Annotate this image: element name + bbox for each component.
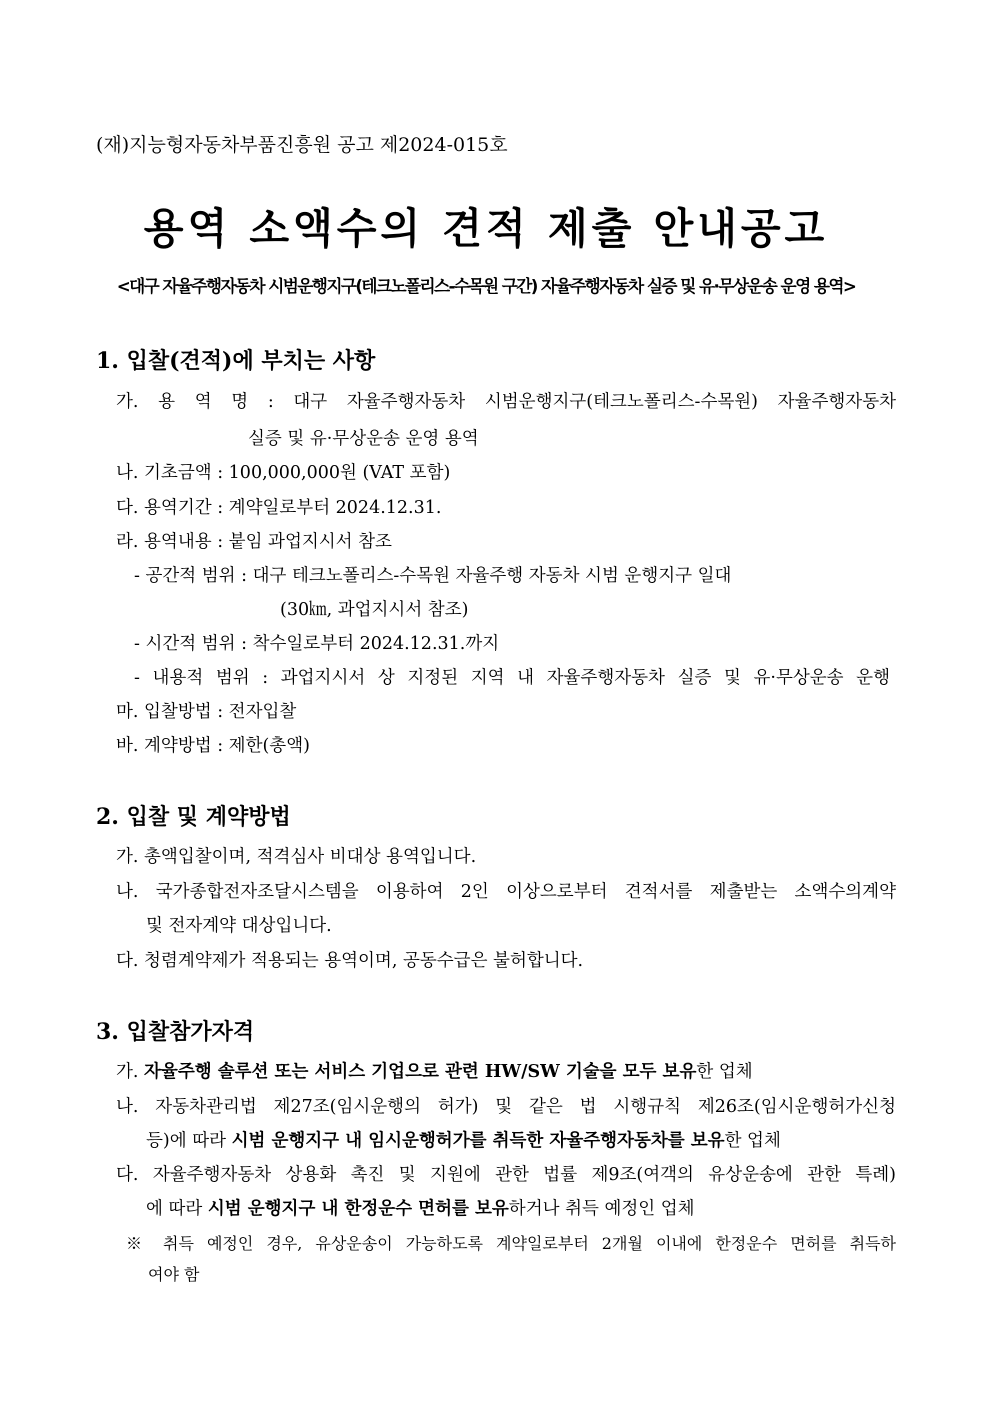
section-3-item-c-line1: 다. 자율주행자동차 상용화 촉진 및 지원에 관한 법률 제9조(여객의 유상운송에 관한 특례) xyxy=(116,1165,896,1185)
section-3-heading: 3. 입찰참가자격 xyxy=(96,1019,255,1045)
section-3-item-c-line2: 에 따라 시범 운행지구 내 한정운수 면허를 보유하거나 취득 예정인 업체 xyxy=(146,1199,695,1219)
note-line1: ※ 취득 예정인 경우, 유상운송이 가능하도록 계약일로부터 2개월 이내에 한정운수 면허를 취득하 xyxy=(126,1234,896,1253)
section-2-item-b-line1: 나. 국가종합전자조달시스템을 이용하여 2인 이상으로부터 견적서를 제출받는 소액수의계약 xyxy=(116,882,896,902)
section-2-item-b-line2: 및 전자계약 대상입니다. xyxy=(146,916,332,936)
contract-method: 바. 계약방법 : 제한(총액) xyxy=(116,736,310,756)
temporal-scope: - 시간적 범위 : 착수일로부터 2024.12.31.까지 xyxy=(134,634,500,654)
spatial-scope-line2: (30㎞, 과업지시서 참조) xyxy=(280,600,469,620)
section-3-item-a: 가. 자율주행 솔루션 또는 서비스 기업으로 관련 HW/SW 기술을 모두 보유한 업체 xyxy=(116,1062,753,1082)
service-name-line2: 실증 및 유·무상운송 운영 용역 xyxy=(248,429,479,449)
content-scope: - 내용적 범위 : 과업지시서 상 지정된 지역 내 자율주행자동차 실증 및 유·무상운송 운행 xyxy=(134,668,890,688)
service-period: 다. 용역기간 : 계약일로부터 2024.12.31. xyxy=(116,498,442,518)
section-3-item-b-line1: 나. 자동차관리법 제27조(임시운행의 허가) 및 같은 법 시행규칙 제26조(임시운행허가신청 xyxy=(116,1097,896,1117)
page-title: 용역 소액수의 견적 제출 안내공고 xyxy=(143,204,829,253)
service-name-line1: 가. 용 역 명 : 대구 자율주행자동차 시범운행지구(테크노폴리스-수목원) 자율주행자동차 xyxy=(116,392,896,412)
page-subtitle: <대구 자율주행자동차 시범운행지구(테크노폴리스-수목원 구간) 자율주행자동차 실증 및 유·무상운송 운영 용역> xyxy=(116,277,856,297)
section-2-heading: 2. 입찰 및 계약방법 xyxy=(96,804,291,830)
notice-number: (재)지능형자동차부품진흥원 공고 제2024-015호 xyxy=(96,134,508,156)
service-content: 라. 용역내용 : 붙임 과업지시서 참조 xyxy=(116,532,392,552)
section-3-item-b-line2: 등)에 따라 시범 운행지구 내 임시운행허가를 취득한 자율주행자동차를 보유한 업체 xyxy=(146,1131,781,1151)
section-2-item-c: 다. 청렴계약제가 적용되는 용역이며, 공동수급은 불허합니다. xyxy=(116,951,584,971)
spatial-scope-line1: - 공간적 범위 : 대구 테크노폴리스-수목원 자율주행 자동차 시범 운행지구 일대 xyxy=(134,566,732,586)
section-1-heading: 1. 입찰(견적)에 부치는 사항 xyxy=(96,348,376,374)
section-2-item-a: 가. 총액입찰이며, 적격심사 비대상 용역입니다. xyxy=(116,847,477,867)
bidding-method: 마. 입찰방법 : 전자입찰 xyxy=(116,702,297,722)
base-amount: 나. 기초금액 : 100,000,000원 (VAT 포함) xyxy=(116,463,451,483)
note-line2: 여야 함 xyxy=(148,1265,200,1284)
